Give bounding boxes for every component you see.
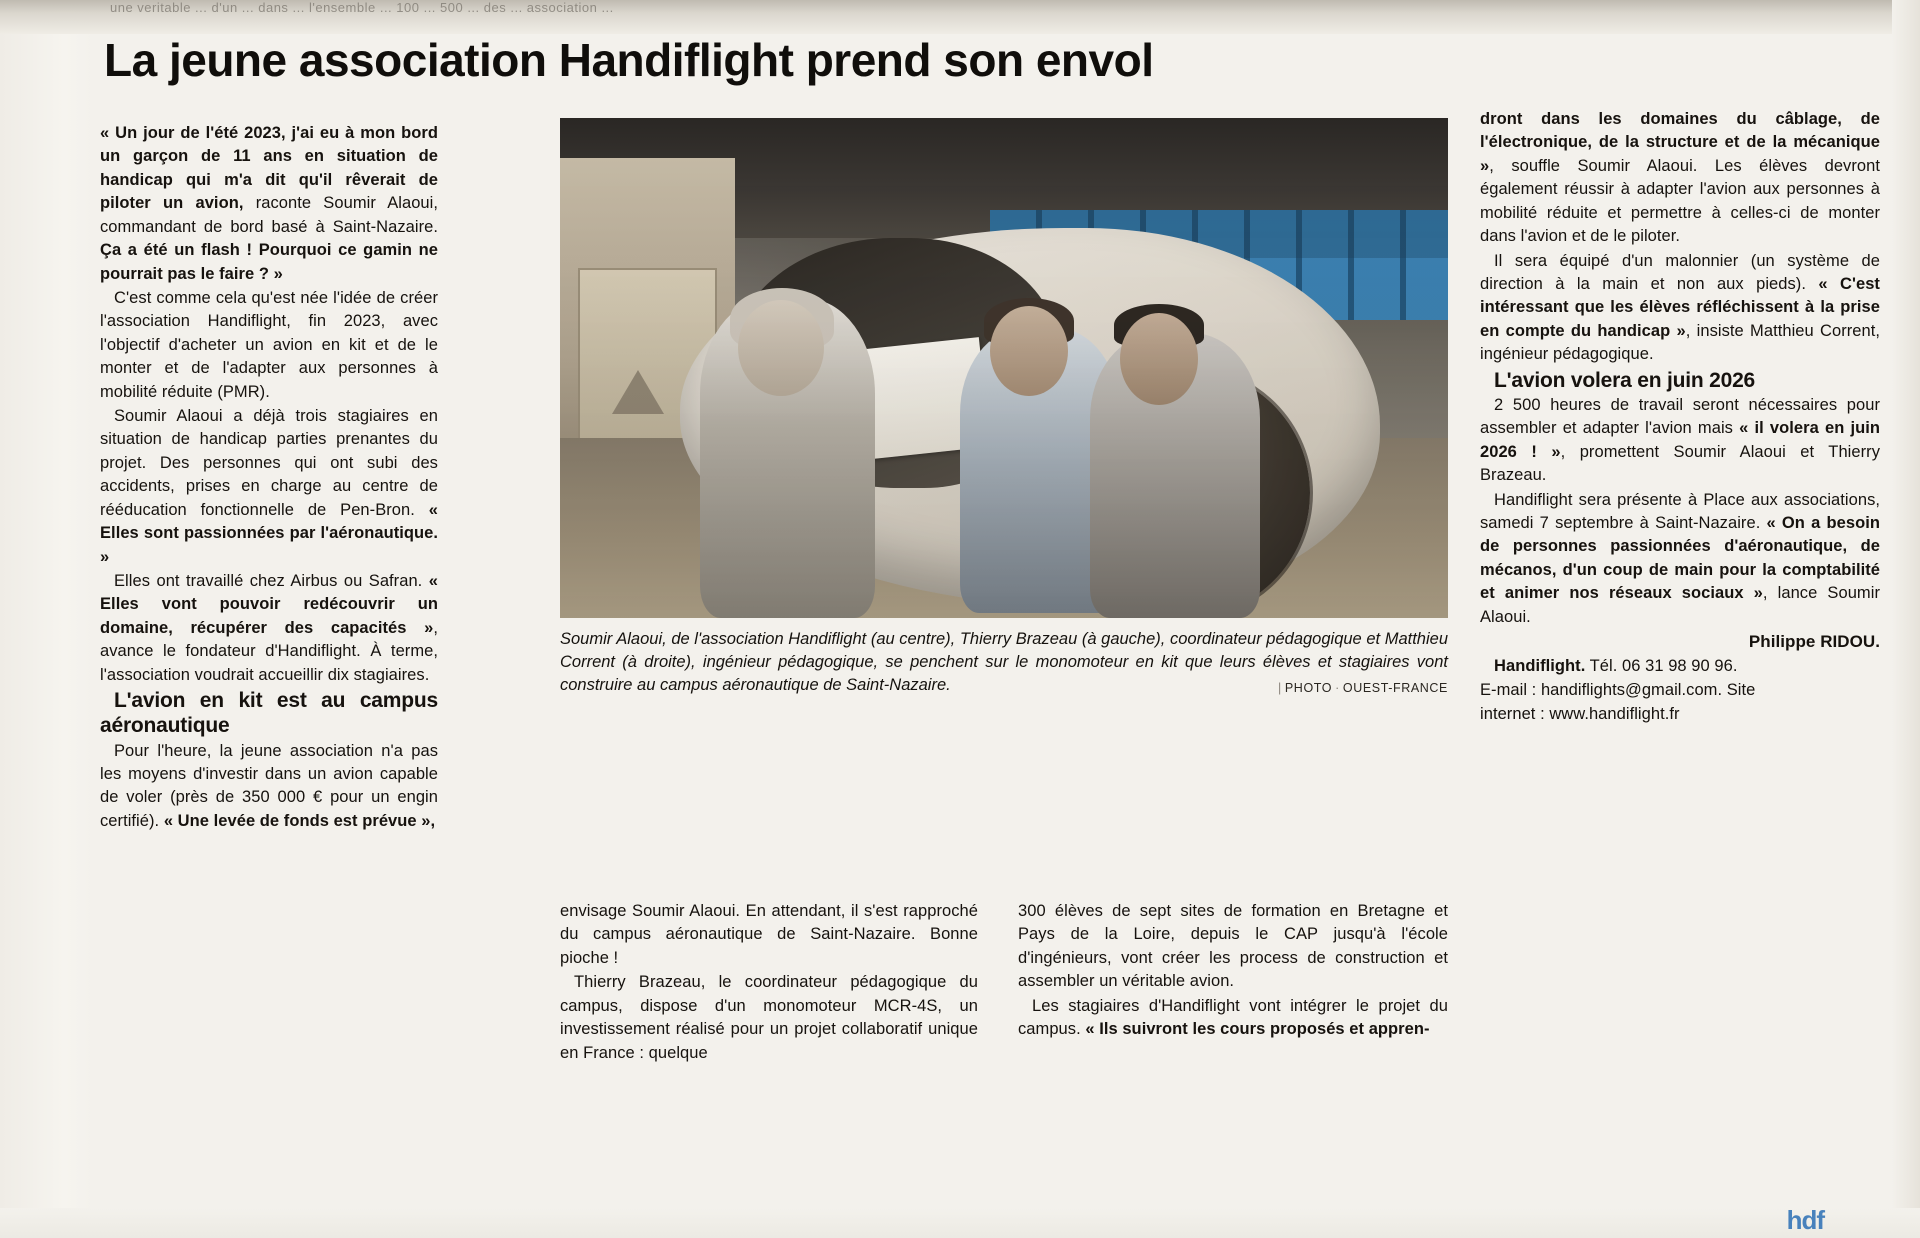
paragraph [1480,489,1880,630]
paragraph [100,570,438,687]
scan-left-margin [0,0,92,1238]
contact-email: E-mail : handiflights@gmail.com. Site [1480,681,1756,700]
paragraph-text: 300 élèves de sept sites de formation en Bretagne et Pays de la Loire, depuis le CAP jusqu'à l'école d'ingénieurs, vont créer les process de construction et assembler un véritable avion. [1018,902,1448,991]
photo-credit [1275,680,1448,698]
photo-credit-label: PHOTO [1284,680,1333,695]
paragraph-text: Soumir Alaoui a déjà trois stagiaires en situation de handicap parties prenantes du projet. Des personnes qui ont subi des accidents, prises en charge au centre de rééducation fonctionnelle de Pen-Bron. [100,407,438,519]
article-byline: Philippe RIDOU. [1748,632,1880,652]
scan-bottom-edge [0,1208,1920,1238]
paragraph [1480,250,1880,367]
credit-separator-icon: | [1278,680,1282,695]
paragraph-text: Les stagiaires d'Handiflight vont intégrer le projet du campus. [1018,996,1448,1039]
photo-caption [560,628,1448,697]
contact-org: Handiflight. [1494,657,1586,676]
paragraph-bold: dront dans les domaines du câblage, de l'électronique, de la structure et de la mécanique » [1480,110,1880,175]
lead-quote-bold: « Un jour de l'été 2023, j'ai eu à mon bord un garçon de 11 ans en situation de handicap qui m'a dit qu'il rêverait de piloter un avion, [100,124,438,213]
scan-top-bleed-text: une veritable ... d'un ... dans ... l'ensemble ... 100 ... 500 ... des ... association ... [110,0,614,15]
contact-phone: Tél. 06 31 98 90 96. [1585,657,1738,676]
paragraph [100,287,438,404]
paragraph-text: Handiflight sera présente à Place aux associations, samedi 7 septembre à Saint-Nazaire. [1480,490,1880,532]
article-column-3 [1018,900,1448,1043]
photo-tonal-overlay [560,118,1448,618]
paragraph [560,900,978,970]
scan-right-margin [1892,0,1920,1238]
paragraph-bold: « Ils suivront les cours proposés et appren- [1085,1020,1430,1039]
article-photo [560,118,1448,618]
photo-scene [560,118,1448,618]
paragraph [1480,394,1880,488]
paragraph-bold: « Elles vont pouvoir redécouvrir un domaine, récupérer des capacités » [100,572,438,637]
section-subheading-2: L'avion volera en juin 2026 [1494,368,1756,392]
contact-website: internet : www.handiflight.fr [1480,705,1680,724]
paragraph [1018,900,1448,994]
contact-block [1480,655,1880,727]
paragraph-text: Elles ont travaillé chez Airbus ou Safran. [114,572,429,591]
article-column-2 [560,900,978,1066]
paragraph-text-after: , insiste Matthieu Corrent, ingénieur pédagogique. [1480,321,1881,364]
paragraph [560,971,978,1065]
paragraph-bold: « Une levée de fonds est prévue », [163,811,436,830]
paragraph-text-after: , promettent Soumir Alaoui et Thierry Brazeau. [1480,442,1880,485]
paragraph [100,405,438,569]
section-subheading-1: L'avion en kit est au campus aéronautique [100,689,438,738]
lead-attribution: raconte Soumir Alaoui, commandant de bord basé à Saint-Nazaire. [100,194,438,236]
photo-caption-text: Soumir Alaoui, de l'association Handiflight (au centre), Thierry Brazeau (à gauche), coordinateur pédagogique et Matthieu Corrent (à droite), ingénieur pédagogique, se penchent sur le monomoteur en kit que leurs élèves et stagiaires vont construire au campus aéronautique de Saint-Nazaire. [560,630,1448,695]
article-headline: La jeune association Handiflight prend son envol [104,34,1154,86]
paragraph-text: Thierry Brazeau, le coordinateur pédagogique du campus, dispose d'un monomoteur MCR-4S, un investissement réalisé pour un projet collaboratif unique en France : quelque [560,973,978,1062]
paragraph-text-after: , souffle Soumir Alaoui. Les élèves devront également réussir à adapter l'avion aux personnes à mobilité réduite et permettre à celles-ci de monter dans l'avion et de le piloter. [1480,156,1880,246]
photo-credit-source: OUEST-FRANCE [1342,680,1448,695]
paragraph-text: C'est comme cela qu'est née l'idée de créer l'association Handiflight, fin 2023, avec l'objectif d'acheter un avion en kit et de le monter et de l'adapter aux personnes à mobilité réduite (PMR). [100,288,438,401]
paragraph-text: 2 500 heures de travail seront nécessaires pour assembler et adapter l'avion mais [1480,395,1880,438]
paragraph-bold: « C'est intéressant que les élèves réfléchissent à la prise en compte du handicap » [1480,274,1880,340]
paragraph-lead [100,122,438,286]
credit-separator-icon-2: · [1335,680,1340,695]
paragraph-bold: « il volera en juin 2026 ! » [1480,419,1881,461]
paragraph-text-after: , avance le fondateur d'Handiflight. À terme, l'association voudrait accueillir dix stagiaires. [100,618,438,684]
article-column-1 [100,122,438,834]
paragraph-text-after: , lance Soumir Alaoui. [1480,584,1880,626]
partial-logo: hdf [1786,1205,1824,1235]
paragraph-bold: « Elles sont passionnées par l'aéronautique. » [100,500,438,566]
article-column-4 [1480,108,1880,728]
paragraph [1018,995,1448,1042]
paragraph [1480,108,1880,249]
paragraph-text: envisage Soumir Alaoui. En attendant, il s'est rapproché du campus aéronautique de Saint-Nazaire. Bonne pioche ! [560,902,978,967]
paragraph-text: Il sera équipé d'un malonnier (un système de direction à la main et non aux pieds). [1480,251,1880,293]
paragraph [100,740,438,834]
lead-quote-bold-2: Ça a été un flash ! Pourquoi ce gamin ne pourrait pas le faire ? » [100,241,438,283]
paragraph-bold: « On a besoin de personnes passionnées d'aéronautique, de mécanos, d'un coup de main pour la comptabilité et animer nos réseaux sociaux » [1480,513,1881,603]
paragraph-text: Pour l'heure, la jeune association n'a pas les moyens d'investir dans un avion capable de voler (près de 350 000 € pour un engin certifié). [100,741,438,830]
